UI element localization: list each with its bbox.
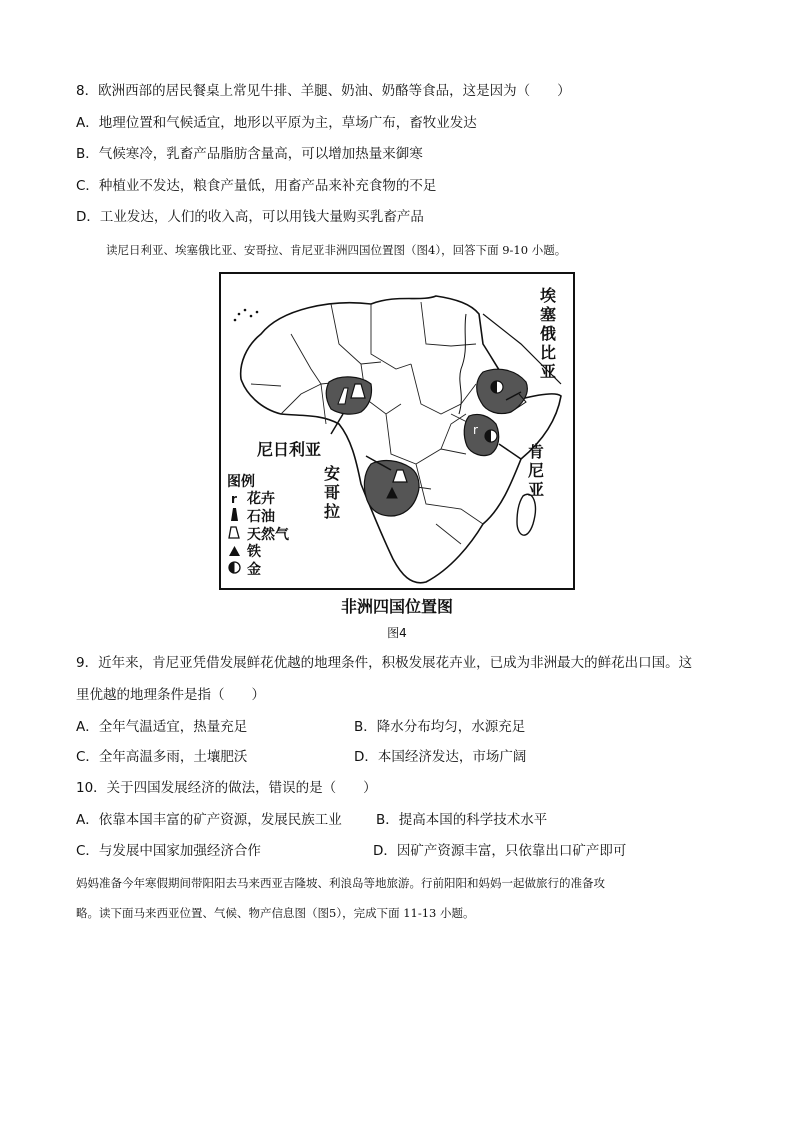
q9-stem-line1: 9．近年来，肯尼亚凭借发展鲜花优越的地理条件，积极发展花卉业，已成为非洲最大的鲜花出口国。这 bbox=[76, 655, 693, 671]
q8-stem: 8．欧洲西部的居民餐桌上常见牛排、羊腿、奶油、奶酪等食品，这是因为（ ） bbox=[76, 83, 571, 99]
intro-9-10: 读尼日利亚、埃塞俄比亚、安哥拉、肯尼亚非洲四国位置图（图4），回答下面 9-10 小题。 bbox=[106, 243, 567, 257]
gas-icon bbox=[227, 526, 241, 544]
legend-item-oil: 石油 bbox=[227, 508, 289, 526]
intro-11-13-line2: 略。读下面马来西亚位置、气候、物产信息图（图5），完成下面 11-13 小题。 bbox=[76, 906, 475, 920]
figure-label: 图4 bbox=[387, 626, 407, 640]
flower-icon: r bbox=[231, 492, 237, 506]
label-kenya: 肯 尼 亚 bbox=[527, 442, 544, 499]
q8-option-c: C．种植业不发达，粮食产量低，用畜产品来补充食物的不足 bbox=[76, 178, 437, 194]
q9-stem-line2: 里优越的地理条件是指（ ） bbox=[76, 687, 265, 703]
label-ethiopia: 埃 塞 俄 比 亚 bbox=[539, 286, 556, 381]
q8-option-d: D．工业发达，人们的收入高，可以用钱大量购买乳畜产品 bbox=[76, 209, 424, 225]
q10-option-b: B．提高本国的科学技术水平 bbox=[376, 812, 548, 828]
map-legend bbox=[227, 474, 289, 579]
q10-option-c: C．与发展中国家加强经济合作 bbox=[76, 843, 261, 859]
legend-item-flower: r 花卉 bbox=[227, 491, 289, 508]
q9-option-d: D．本国经济发达，市场广阔 bbox=[354, 749, 527, 765]
legend-item-iron: 铁 bbox=[227, 544, 289, 561]
legend-item-gas: 天然气 bbox=[227, 526, 289, 544]
q8-option-a: A．地理位置和气候适宜，地形以平原为主，草场广布，畜牧业发达 bbox=[76, 115, 477, 131]
label-nigeria: 尼日利亚 bbox=[257, 440, 322, 459]
legend-item-gold: 金 bbox=[227, 561, 289, 579]
map-title: 非洲四国位置图 bbox=[340, 597, 453, 616]
iron-icon bbox=[227, 544, 241, 561]
q8-option-b: B．气候寒冷，乳畜产品脂肪含量高，可以增加热量来御寒 bbox=[76, 146, 423, 162]
q9-option-c: C．全年高温多雨，土壤肥沃 bbox=[76, 749, 248, 765]
q9-option-b: B．降水分布均匀，水源充足 bbox=[354, 719, 526, 735]
ethiopia-symbols bbox=[491, 381, 503, 393]
legend-title: 图例 bbox=[227, 474, 255, 490]
intro-11-13-line1: 妈妈准备今年寒假期间带阳阳去马来西亚吉隆坡、利浪岛等地旅游。行前阳阳和妈妈一起做旅行的准备攻 bbox=[76, 876, 605, 890]
africa-map bbox=[219, 272, 575, 590]
label-angola: 安 哥 拉 bbox=[323, 464, 340, 521]
oil-icon bbox=[227, 508, 241, 526]
gold-icon bbox=[227, 561, 241, 579]
q10-option-a: A．依靠本国丰富的矿产资源，发展民族工业 bbox=[76, 812, 342, 828]
q10-option-d: D．因矿产资源丰富，只依靠出口矿产即可 bbox=[373, 843, 627, 859]
svg-text:r: r bbox=[473, 423, 478, 437]
madagascar-outline bbox=[517, 494, 535, 535]
q9-option-a: A．全年气温适宜，热量充足 bbox=[76, 719, 248, 735]
q10-stem: 10．关于四国发展经济的做法，错误的是（ ） bbox=[76, 780, 377, 796]
